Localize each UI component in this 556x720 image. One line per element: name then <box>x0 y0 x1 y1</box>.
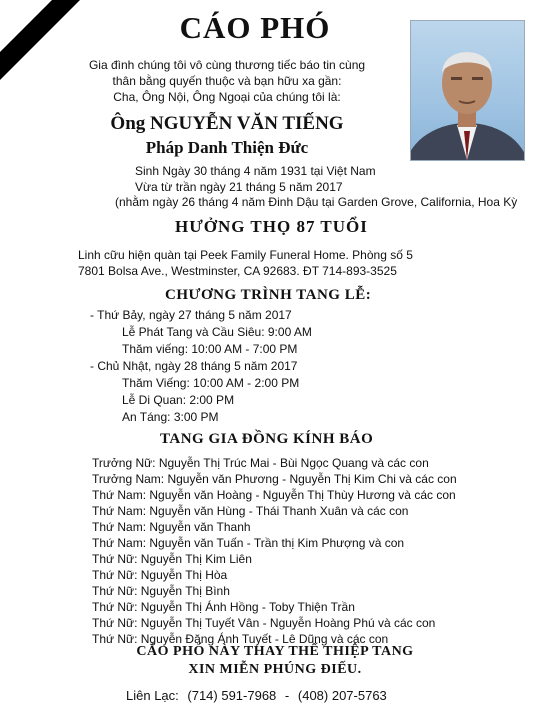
notice-line: XIN MIỄN PHÚNG ĐIẾU. <box>188 662 362 677</box>
family-member: Thứ Nam: Nguyễn văn Tuấn - Trần thị Kim Phượng và con <box>92 536 405 550</box>
program-day: - Thứ Bảy, ngày 27 tháng 5 năm 2017 <box>90 308 292 322</box>
family-member: Thứ Nam: Nguyễn văn Hoàng - Nguyễn Thị Thùy Hương và các con <box>92 488 456 502</box>
family-member: Thứ Nữ: Nguyễn Thị Bình <box>92 584 230 598</box>
portrait-photo <box>410 20 525 161</box>
contact-phone-1[interactable]: (714) 591-7968 <box>187 688 277 703</box>
family-member: Thứ Nữ: Nguyễn Đặng Ánh Tuyết - Lê Dũng và các con <box>92 632 389 646</box>
family-member: Trưởng Nam: Nguyễn văn Phương - Nguyễn Thị Kim Chi và các con <box>92 472 457 486</box>
program-heading: CHƯƠNG TRÌNH TANG LỄ: <box>165 287 372 303</box>
family-member: Thứ Nữ: Nguyễn Thị Kim Liên <box>92 552 252 566</box>
family-heading: TANG GIA ĐỒNG KÍNH BÁO <box>160 431 374 447</box>
passing-date: Vừa từ trần ngày 21 tháng 5 năm 2017 <box>135 180 343 194</box>
contact-label: Liên Lạc: <box>126 688 179 703</box>
program-item: An Táng: 3:00 PM <box>122 410 219 424</box>
family-member: Thứ Nữ: Nguyễn Thị Tuyết Vân - Nguyễn Hoàng Phú và các con <box>92 616 436 630</box>
age-heading: HƯỞNG THỌ 87 TUỔI <box>175 217 368 236</box>
intro-text <box>62 57 392 105</box>
dharma-name: Pháp Danh Thiện Đức <box>145 138 309 157</box>
contact-phone-2[interactable]: (408) 207-5763 <box>297 688 387 703</box>
lunar-date: (nhằm ngày 26 tháng 4 năm Đinh Dậu tại Garden Grove, California, Hoa Kỳ <box>115 195 518 209</box>
intro-line: Cha, Ông Nội, Ông Ngoại của chúng tôi là: <box>113 90 341 104</box>
program-item: Thăm Viếng: 10:00 AM - 2:00 PM <box>122 376 300 390</box>
life-dates <box>135 163 376 195</box>
program-item: Thăm viếng: 10:00 AM - 7:00 PM <box>122 342 298 356</box>
family-member: Thứ Nam: Nguyễn văn Thanh <box>92 520 251 534</box>
birth-date: Sinh Ngày 30 tháng 4 năm 1931 tại Việt Nam <box>135 164 376 178</box>
intro-line: Gia đình chúng tôi vô cùng thương tiếc báo tin cùng <box>88 58 366 72</box>
contact-separator: - <box>284 688 290 703</box>
venue-line: Linh cữu hiện quàn tại Peek Family Funeral Home. Phòng số 5 <box>78 248 413 262</box>
family-member: Thứ Nữ: Nguyễn Thị Hòa <box>92 568 228 582</box>
program-day: - Chủ Nhật, ngày 28 tháng 5 năm 2017 <box>90 359 298 373</box>
funeral-venue <box>78 247 413 279</box>
intro-line: thân bằng quyến thuộc và bạn hữu xa gần: <box>112 74 342 88</box>
family-member: Thứ Nữ: Nguyễn Thị Ánh Hồng - Toby Thiện Trần <box>92 600 355 614</box>
program-item: Lễ Phát Tang và Cầu Siêu: 9:00 AM <box>122 325 312 339</box>
deceased-name: Ông NGUYỄN VĂN TIẾNG <box>110 113 344 134</box>
contact-line <box>126 688 392 703</box>
program-item: Lễ Di Quan: 2:00 PM <box>122 393 235 407</box>
notice-line: CÁO PHÓ NÀY THAY THẾ THIỆP TANG <box>136 644 414 659</box>
family-member: Trưởng Nữ: Nguyễn Thị Trúc Mai - Bùi Ngọc Quang và các con <box>92 456 429 470</box>
page-title: CÁO PHÓ <box>179 10 331 45</box>
family-member: Thứ Nam: Nguyễn văn Hùng - Thái Thanh Xuân và các con <box>92 504 409 518</box>
venue-line: 7801 Bolsa Ave., Westminster, CA 92683. ĐT 714-893-3525 <box>78 264 397 278</box>
